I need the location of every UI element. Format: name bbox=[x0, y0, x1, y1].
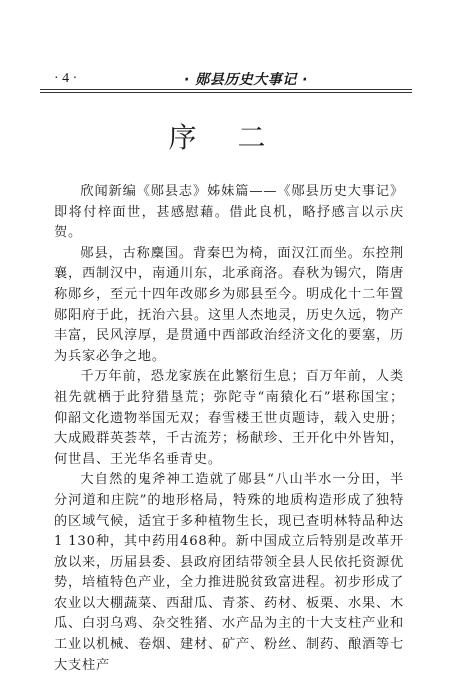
page-number: · 4 · bbox=[54, 71, 78, 86]
header-rule-top bbox=[40, 89, 412, 90]
paragraph: 欣闻新编《郧县志》姊妹篇——《郧县历史大事记》即将付梓面世，甚感慰藉。借此良机，略抒感言以示庆贺。 bbox=[54, 184, 404, 241]
section-title: 序 二 bbox=[168, 121, 282, 154]
body-text bbox=[54, 182, 404, 676]
paragraph: 郧县，古称麇国。背秦巴为椅，面汉江而坐。东控荆襄，西制汉中，南通川东，北承商洛。春秋为锡穴，隋唐称郧乡，至元十四年改郧乡为郧县至今。明成化十二年置郧阳府于此，抚治六县。这里人杰地灵，历史久远，物产丰富，民风淳厚，是贯通中西部政治经济文化的要塞，历为兵家必争之地。 bbox=[54, 245, 404, 364]
page-header bbox=[40, 68, 412, 92]
paragraph: 大自然的鬼斧神工造就了郧县“八山半水一分田，半分河道和庄院”的地形格局，特殊的地质构造形成了独特的区域气候，适宜于多种植物生长，现已查明林特品种达1 130种，其中药用468种。新中国成立后特别是改革开放以来，历届县委、县政府团结带领全县人民依托资源优势，培植特色产业，全力推进脱贫致富进程。初步形成了农业以大棚蔬菜、西甜瓜、青茶、药材、板栗、水果、木瓜、白羽乌鸡、杂交牲猪、水产品为主的十大支柱产业和工业以机械、卷烟、建材、矿产、粉丝、制药、酿酒等七大支柱产 bbox=[54, 472, 404, 673]
running-title: · 郧县历史大事记 · bbox=[184, 72, 308, 88]
paragraph: 千万年前，恐龙家族在此繁衍生息；百万年前，人类祖先就栖于此狩猎垦荒；弥陀寺“南猿化石”堪称国宝；仰韶文化遗物举国无双；春雪楼王世贞题诗，载入史册；大成殿群英荟萃，千古流芳；杨献珍、王开化中外皆知，何世昌、王光华名垂青史。 bbox=[54, 369, 404, 467]
header-rule-bottom bbox=[40, 92, 412, 93]
